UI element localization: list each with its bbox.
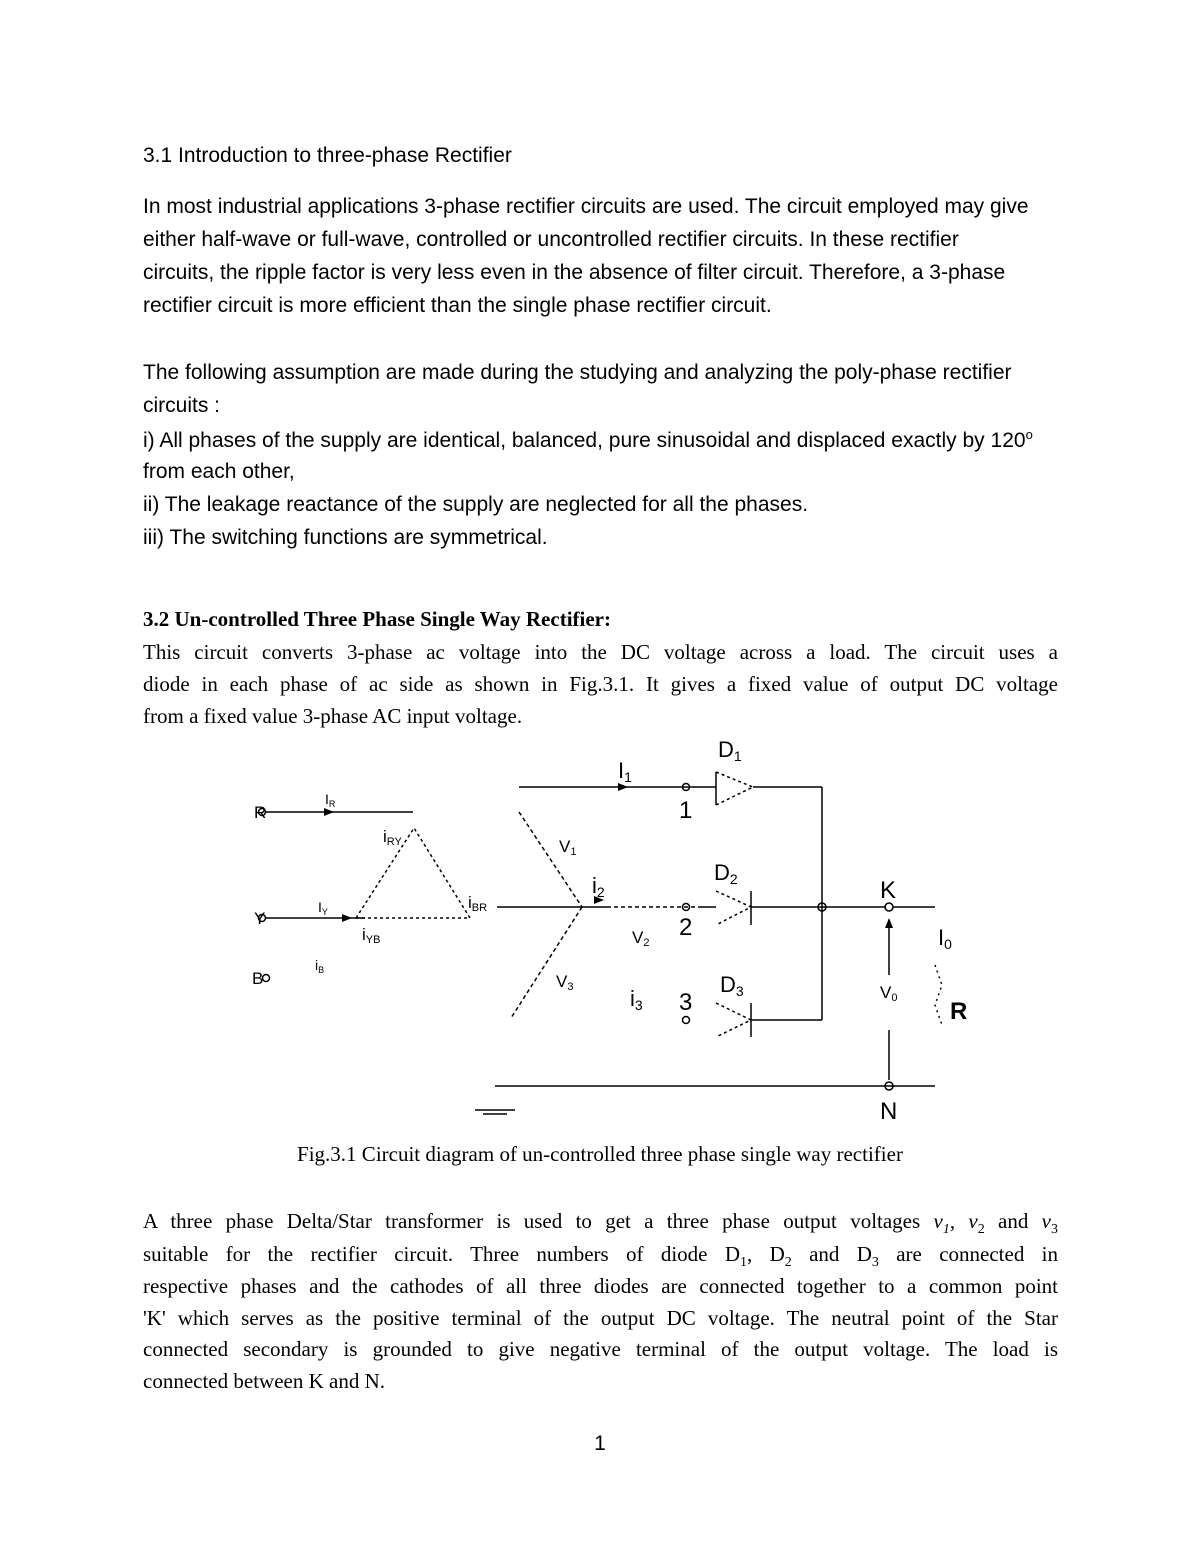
label-node-3: 3 (679, 989, 693, 1016)
label-y: Y (254, 909, 266, 928)
paragraph-line: suitable for the rectifier circuit. Three numbers of diode $D_1$, $D_2$ and $D_3$ are connected in (143, 1242, 1058, 1271)
winding-1 (519, 812, 582, 907)
paragraph-line: connected between K and N. (143, 1369, 385, 1393)
label-i2: i2 (592, 873, 605, 900)
paragraph-line: diode in each phase of ac side as shown in Fig.3.1. It gives a fixed value of output DC voltage (143, 672, 1058, 696)
paragraph-line: either half-wave or full-wave, controlled or uncontrolled rectifier circuits. In these rectifier (143, 228, 959, 251)
label-i1: I1 (618, 758, 632, 785)
label-d3: D3 (720, 972, 744, 999)
label-ibr: iBR (468, 893, 488, 914)
label-k: K (880, 877, 897, 904)
diode-d1-triangle (716, 772, 753, 805)
winding-3 (511, 907, 582, 1018)
label-io: I0 (938, 925, 952, 952)
paragraph-line: 'K' which serves as the positive terminal of the output DC voltage. The neutral point of the Star (143, 1306, 1058, 1330)
load-resistor (935, 965, 942, 1025)
assumption-item-1 (143, 427, 1033, 453)
label-iry: iRY (383, 827, 402, 848)
paragraph-line: circuits, the ripple factor is very less even in the absence of filter circuit. Therefore, a 3-phase (143, 261, 1006, 284)
page-number: 1 (594, 1432, 606, 1455)
arrow-ir (324, 808, 334, 816)
diode-d3-triangle (716, 1003, 751, 1037)
label-ib: $i_B$ (315, 957, 325, 975)
label-node-1: 1 (679, 797, 693, 824)
paragraph-line: connected secondary is grounded to give negative terminal of the output voltage. The load is (143, 1337, 1058, 1361)
label-i3: i3 (630, 986, 643, 1013)
label-load-r: R (950, 998, 968, 1025)
label-node-2: 2 (679, 914, 693, 941)
arrow-iy (342, 914, 352, 922)
label-d2: D2 (714, 860, 738, 887)
assumption-item-1-cont: from each other, (143, 460, 295, 483)
label-iyb: iYB (362, 925, 381, 946)
label-v2: V2 (632, 928, 650, 949)
paragraph-line: In most industrial applications 3-phase rectifier circuits are used. The circuit employed may give (143, 195, 1029, 218)
assumption-item-1-text: i) All phases of the supply are identical, balanced, pure sinusoidal and displaced exactly by 120 (143, 429, 1026, 452)
label-ir: $I_R$ (325, 791, 336, 809)
terminal-b (263, 975, 270, 982)
terminal-3 (683, 1017, 690, 1024)
terminal-k (885, 903, 893, 911)
label-r: R (254, 803, 267, 822)
paragraph-line: The following assumption are made during the studying and analyzing the poly-phase rectifier (143, 361, 1012, 384)
label-vo: V0 (880, 983, 898, 1004)
label-iy: $I_Y$ (318, 899, 328, 917)
paragraph-line: A three phase Delta/Star transformer is used to get a three phase output voltages $v_1$, $v_2$ and $v_3$ (143, 1209, 1058, 1238)
section-3-2-heading: 3.2 Un-controlled Three Phase Single Way Rectifier: (143, 607, 611, 631)
label-v3: V3 (556, 972, 574, 993)
degree-symbol: o (1025, 427, 1033, 442)
paragraph-line: respective phases and the cathodes of all three diodes are connected together to a common point (143, 1274, 1058, 1298)
diode-d2-triangle (716, 891, 751, 925)
arrow-vo (885, 918, 893, 928)
label-b: B (252, 969, 264, 988)
paragraph-line: from a fixed value 3-phase AC input voltage. (143, 704, 523, 728)
paragraph-line: rectifier circuit is more efficient than the single phase rectifier circuit. (143, 294, 772, 317)
paragraph-line: circuits : (143, 394, 221, 417)
assumption-item-2: ii) The leakage reactance of the supply are neglected for all the phases. (143, 493, 809, 516)
label-v1: V1 (559, 837, 577, 858)
paragraph-line: This circuit converts 3-phase ac voltage into the DC voltage across a load. The circuit uses a (143, 640, 1058, 664)
label-n: N (880, 1098, 898, 1125)
figure-caption: Fig.3.1 Circuit diagram of un-controlled three phase single way rectifier (297, 1142, 903, 1166)
circuit-diagram (0, 730, 1200, 1140)
assumption-item-3: iii) The switching functions are symmetrical. (143, 526, 548, 549)
label-d1: D1 (718, 737, 742, 764)
section-3-1-heading: 3.1 Introduction to three-phase Rectifier (143, 144, 512, 167)
delta-primary (356, 828, 470, 918)
